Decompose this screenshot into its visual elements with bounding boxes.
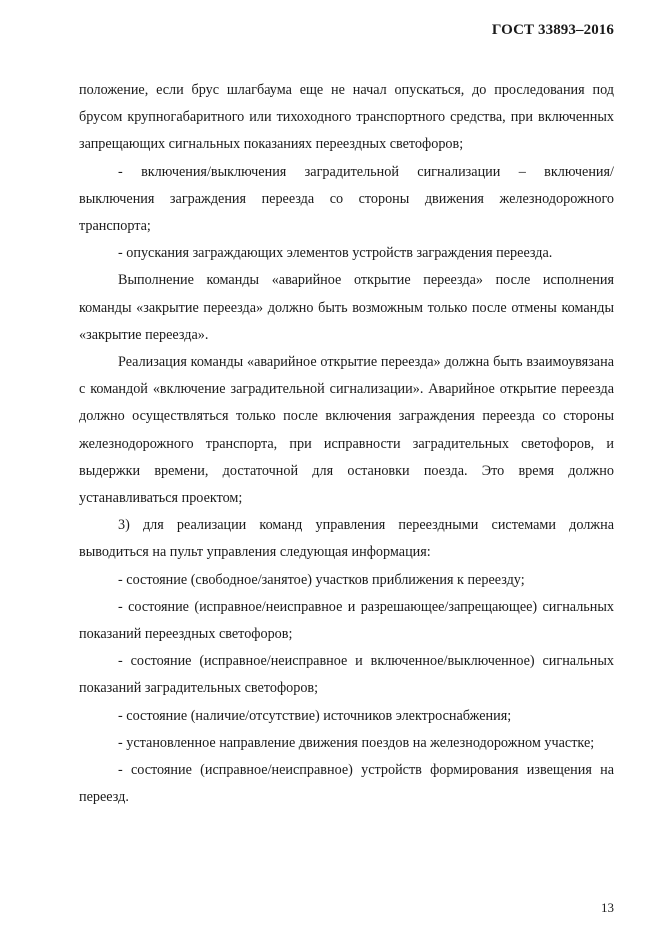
paragraph-3: - опускания заграждающих элементов устройств заграждения переезда. — [118, 245, 553, 262]
page-number: 13 — [601, 900, 614, 915]
paragraph-9: - состояние (исправное/неисправное и включенное/выключенное) сигнальных показаний заградительных светофоров; — [79, 653, 614, 697]
paragraph-10: - состояние (наличие/отсутствие) источников электроснабжения; — [118, 707, 512, 724]
paragraph-7: - состояние (свободное/занятое) участков приближения к переезду; — [118, 571, 525, 588]
document-code-header: ГОСТ 33893–2016 — [491, 22, 614, 38]
paragraph-8: - состояние (исправное/неисправное и разрешающее/запрещающее) сигнальных показаний переездных светофоров; — [79, 598, 614, 643]
paragraph-12: - состояние (исправное/неисправное) устройств формирования извещения на переезд. — [79, 762, 614, 806]
paragraph-6: 3) для реализации команд управления переездными системами должна выводиться на пульт управления следующая информация: — [79, 517, 614, 561]
paragraph-1: положение, если брус шлагбаума еще не начал опускаться, до проследования под брусом крупногабаритного или тихоходного транспортного средства, при включенных запрещающих сигнальных показаниях переездных светофоров; — [79, 82, 614, 153]
paragraph-4: Выполнение команды «аварийное открытие переезда» после исполнения команды «закрытие переезда» должно быть возможным только после отмены команды «закрытие переезда». — [79, 272, 614, 343]
paragraph-11: - установленное направление движения поездов на железнодорожном участке; — [118, 734, 595, 751]
body-text — [79, 77, 614, 811]
paragraph-5: Реализация команды «аварийное открытие переезда» должна быть взаимоувязана с командой «включение заградительной сигнализации». Аварийное открытие переезда должно осуществляться только после включения заграждения переезда со стороны железнодорожного транспорта, при исправности заградительных светофоров, и выдержки времени, достаточной для остановки поезда. Это время должно устанавливаться проектом; — [79, 354, 614, 507]
paragraph-2: - включения/выключения заградительной сигнализации – включения/выключения заграждения переезда со стороны движения железнодорожного транспорта; — [79, 163, 614, 235]
